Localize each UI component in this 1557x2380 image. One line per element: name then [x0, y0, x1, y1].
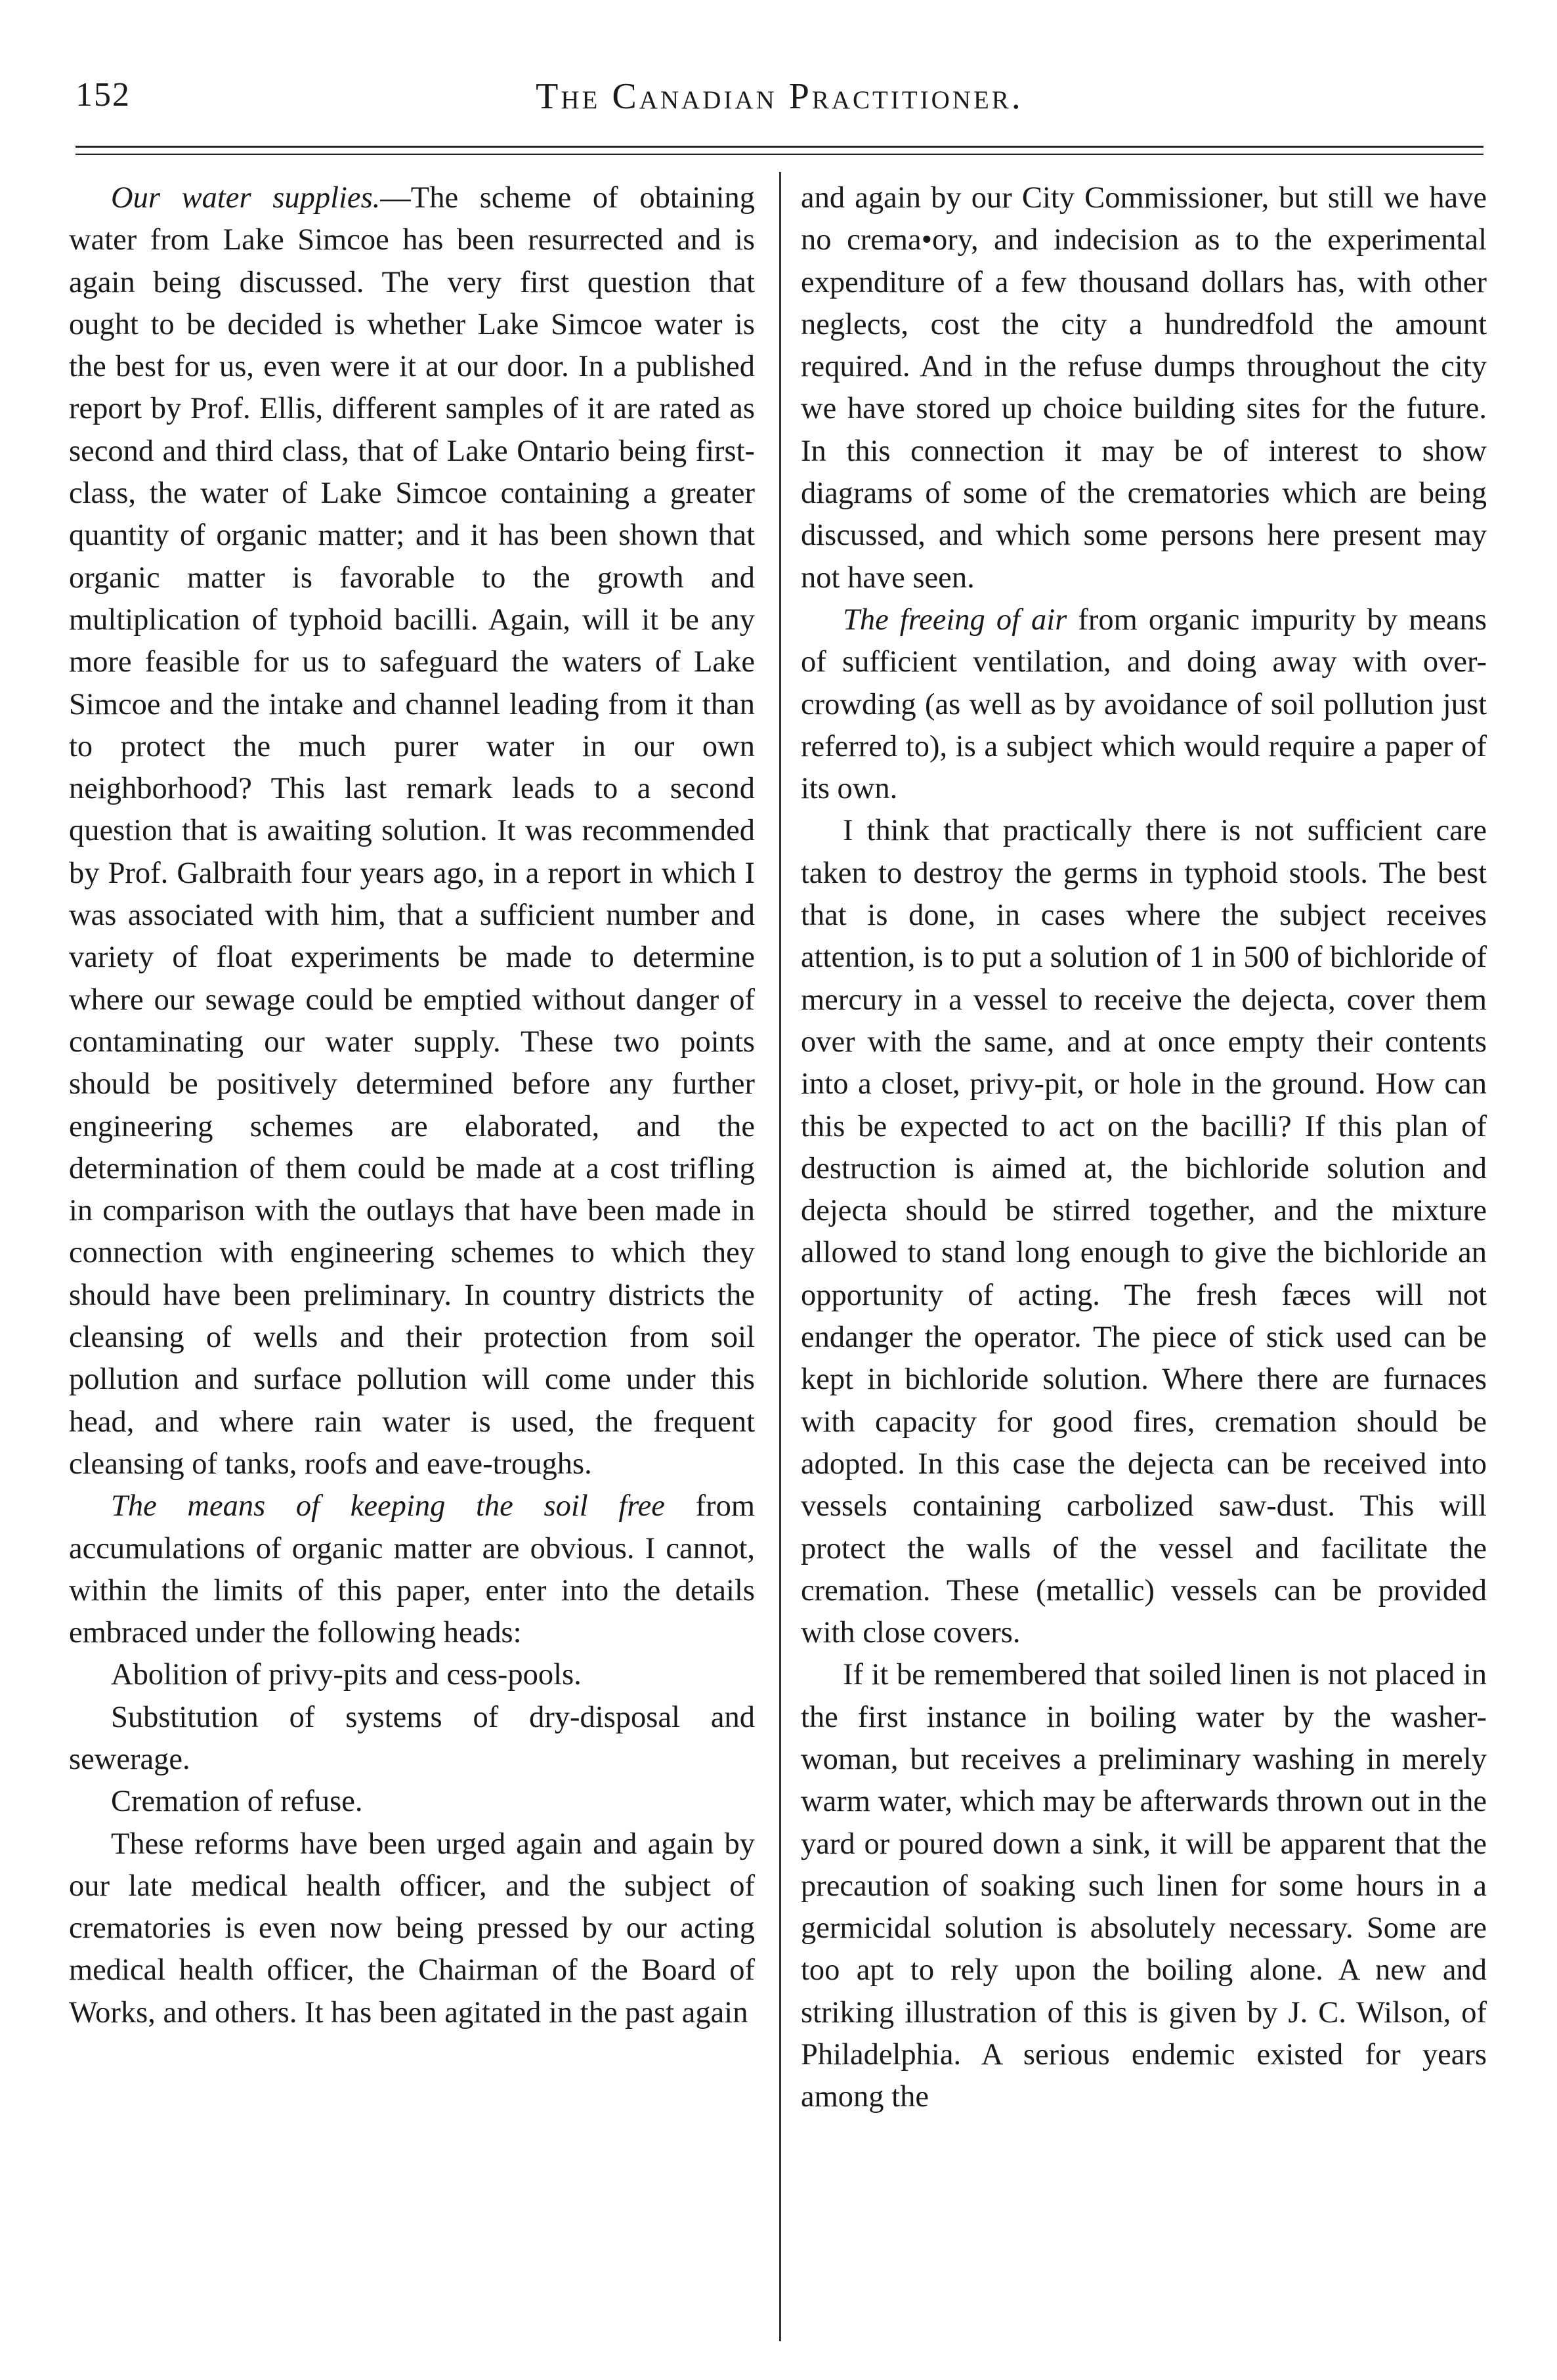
running-title: The Canadian Practitioner.: [536, 76, 1023, 117]
paragraph-text: from accumulations of organic matter are obvious. I cannot, within the limits of this paper, enter into the details embraced under the following heads:: [69, 1489, 755, 1650]
paragraph-reforms: These reforms have been urged again and again by our late medical health officer, and the subject of crematories is even now being pressed by our acting medical health officer, the Chairman of the Board of Works, and others. It has been agitated in the past again: [69, 1827, 755, 2029]
paragraph-text: —The scheme of obtaining water from Lake Simcoe has been resurrected and is again being discussed. The very first question that ought to be decided is whether Lake Simcoe water is the best for us, even were it at our door. In a published report by Prof. Ellis, different samples of it are rated as second and third class, that of Lake Ontario being first-class, the water of Lake Simcoe containing a greater quantity of organic matter; and it has been shown that organic matter is favorable to the growth and multiplication of typhoid bacilli. Again, will it be any more feasible for us to safeguard the waters of Lake Simcoe and the intake and channel leading from it than to protect the much purer water in our own neighborhood? This last remark leads to a second question that is awaiting solution. It was recommended by Prof. Galbraith four years ago, in a report in which I was associated with him, that a sufficient number and variety of float experiments be made to determine where our sewage could be emptied without danger of contaminating our water supply. These two points should be positively determined before any further engineering schemes are elaborated, and the determination of them could be made at a cost trifling in comparison with the outlays that have been made in connection with engineering schemes to which they should have been preliminary. In country districts the cleansing of wells and their protection from soil pollution and surface pollution will come under this head, and where rain water is used, the frequent cleansing of tanks, roofs and eave-troughs.: [69, 181, 755, 1481]
paragraph-water-supplies: [69, 177, 755, 1485]
page-number: 152: [75, 76, 131, 114]
paragraph-continued: and again by our City Commissioner, but still we have no crema•ory, and indecision as to the experimental expenditure of a few thousand dollars has, with other neglects, cost the city a hundredfold the amount required. And in the refuse dumps throughout the city we have stored up choice building sites for the future. In this connection it may be of interest to show diagrams of some of the crematories which are being discussed, and which some persons here present may not have seen.: [801, 181, 1487, 595]
paragraph-soiled-linen: If it be remembered that soiled linen is not placed in the first instance in boiling water by the washer-woman, but receives a preliminary washing in merely warm water, which may be afterwards thrown out in the yard or poured down a sink, it will be apparent that the precaution of soaking such linen for some hours in a germicidal solution is absolutely necessary. Some are too apt to rely upon the boiling alone. A new and striking illustration of this is given by J. C. Wilson, of Philadelphia. A serious endemic existed for years among the: [801, 1658, 1487, 2114]
section-heading-soil: The means of keeping the soil free: [111, 1489, 665, 1523]
paragraph-typhoid-stools: I think that practically there is not sufficient care taken to destroy the germs in typhoid stools. The best that is done, in cases where the subject receives attention, is to put a solution of 1 in 500 of bichloride of mercury in a vessel to receive the dejecta, cover them over with the same, and at once empty their contents into a closet, privy-pit, or hole in the ground. How can this be expected to act on the bacilli? If this plan of destruction is aimed at, the bichloride solution and dejecta should be stirred together, and the mixture allowed to stand long enough to give the bichloride an opportunity of acting. The fresh fæces will not endanger the operator. The piece of stick used can be kept in bichloride solution. Where there are furnaces with capacity for good fires, cremation should be adopted. In this case the dejecta can be received into vessels containing carbolized saw-dust. This will protect the walls of the vessel and facilitate the cremation. These (metallic) vessels can be provided with close covers.: [801, 814, 1487, 1650]
list-item: Substitution of systems of dry-disposal and sewerage.: [69, 1700, 755, 1776]
section-heading-water-supplies: Our water supplies.: [111, 181, 381, 215]
page-header: [75, 75, 1483, 135]
header-rule: [75, 146, 1483, 148]
left-column: [69, 177, 755, 2356]
list-item: Cremation of refuse.: [111, 1785, 363, 1819]
paragraph-soil: [69, 1485, 755, 1654]
right-column: [801, 177, 1487, 2356]
column-divider: [779, 172, 781, 2341]
paragraph-air: [801, 599, 1487, 810]
paragraph-text: from organic impurity by means of sufficient ventilation, and doing away with over-crowding (as well as by avoidance of soil pollution just referred to), is a subject which would require a paper of its own.: [801, 603, 1487, 806]
list-item: Abolition of privy-pits and cess-pools.: [111, 1658, 582, 1692]
header-rule-thin: [75, 154, 1483, 155]
section-heading-air: The freeing of air: [843, 603, 1067, 637]
